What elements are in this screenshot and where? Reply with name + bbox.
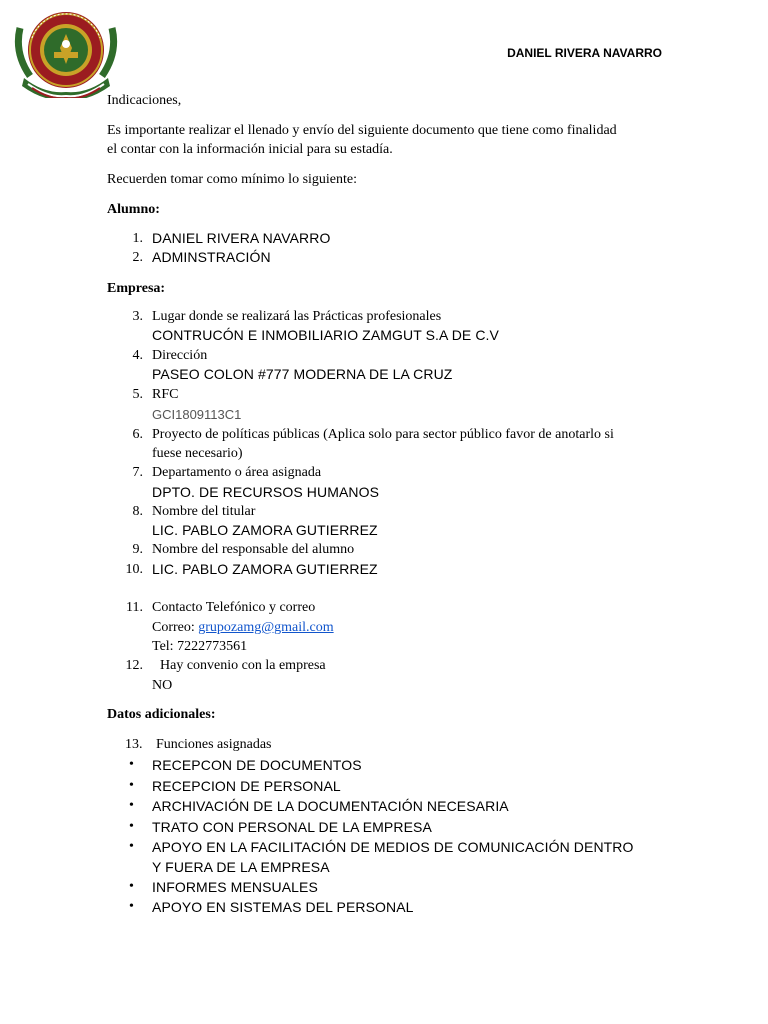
- bullet-icon: •: [129, 839, 134, 854]
- item-number: 11.: [126, 600, 143, 615]
- bullet-icon: •: [129, 757, 134, 772]
- item-label: Contacto Telefónico y correo: [152, 600, 316, 615]
- item-number: 3.: [132, 309, 143, 324]
- item-number: 6.: [132, 427, 143, 442]
- item-number: 13.: [125, 737, 143, 752]
- address-value: PASEO COLON #777 MODERNA DE LA CRUZ: [152, 366, 453, 382]
- bullet-icon: •: [129, 819, 134, 834]
- bullet-icon: •: [129, 879, 134, 894]
- bullet-text-continued: Y FUERA DE LA EMPRESA: [152, 859, 330, 875]
- bullet-icon: •: [129, 798, 134, 813]
- item-label: RFC: [152, 387, 179, 402]
- bullet-text: INFORMES MENSUALES: [152, 879, 318, 895]
- item-number: 10.: [125, 562, 143, 577]
- university-seal-logo: [14, 8, 118, 98]
- bullet-text: TRATO CON PERSONAL DE LA EMPRESA: [152, 819, 432, 835]
- item-label: Proyecto de políticas públicas (Aplica solo para sector público favor de anotarlo si: [152, 427, 614, 442]
- email-link[interactable]: grupozamg@gmail.com: [198, 620, 334, 635]
- item-number: 1.: [132, 231, 143, 246]
- bullet-text: RECEPCON DE DOCUMENTOS: [152, 757, 362, 773]
- intro-line-1: Es importante realizar el llenado y envío del siguiente documento que tiene como finalidad: [107, 123, 617, 138]
- item-number: 5.: [132, 387, 143, 402]
- item-number: 2.: [132, 250, 143, 265]
- email-label: Correo:: [152, 620, 199, 635]
- bullet-icon: •: [129, 899, 134, 914]
- department-value: DPTO. DE RECURSOS HUMANOS: [152, 484, 380, 500]
- bullet-text: APOYO EN LA FACILITACIÓN DE MEDIOS DE COMUNICACIÓN DENTRO: [152, 839, 634, 855]
- responsible-name-value: LIC. PABLO ZAMORA GUTIERREZ: [152, 561, 378, 577]
- item-label-continued: fuese necesario): [152, 446, 243, 461]
- section-heading-empresa: Empresa:: [107, 281, 166, 296]
- reminder-text: Recuerden tomar como mínimo lo siguiente:: [107, 172, 357, 187]
- item-label: Nombre del titular: [152, 504, 256, 519]
- item-number: 7.: [132, 465, 143, 480]
- greeting: Indicaciones,: [107, 93, 182, 108]
- intro-line-2: el contar con la información inicial para su estadía.: [107, 142, 393, 157]
- item-label: Nombre del responsable del alumno: [152, 542, 355, 557]
- bullet-text: ARCHIVACIÓN DE LA DOCUMENTACIÓN NECESARIA: [152, 798, 509, 814]
- section-heading-adicionales: Datos adicionales:: [107, 707, 216, 722]
- email-line: [152, 618, 661, 637]
- career-value: ADMINSTRACIÓN: [152, 249, 271, 265]
- item-number: 8.: [132, 504, 143, 519]
- item-label: Hay convenio con la empresa: [160, 658, 326, 673]
- rfc-value: GCI1809113C1: [152, 407, 242, 422]
- agreement-value: NO: [152, 678, 173, 693]
- head-name-value: LIC. PABLO ZAMORA GUTIERREZ: [152, 522, 378, 538]
- company-name-value: CONTRUCÓN E INMOBILIARIO ZAMGUT S.A DE C.V: [152, 327, 499, 343]
- item-number: 4.: [132, 348, 143, 363]
- bullet-icon: •: [129, 778, 134, 793]
- student-name-value: DANIEL RIVERA NAVARRO: [152, 230, 331, 246]
- bullet-text: APOYO EN SISTEMAS DEL PERSONAL: [152, 899, 414, 915]
- header-student-name: DANIEL RIVERA NAVARRO: [507, 46, 662, 60]
- phone-value: Tel: 7222773561: [152, 639, 248, 654]
- item-number: 9.: [132, 542, 143, 557]
- item-label: Dirección: [152, 348, 208, 363]
- item-label: Departamento o área asignada: [152, 465, 322, 480]
- bullet-text: RECEPCION DE PERSONAL: [152, 778, 341, 794]
- section-heading-alumno: Alumno:: [107, 202, 160, 217]
- item-number: 12.: [125, 658, 143, 673]
- item-label: Funciones asignadas: [156, 737, 272, 752]
- item-label: Lugar donde se realizará las Prácticas profesionales: [152, 309, 442, 324]
